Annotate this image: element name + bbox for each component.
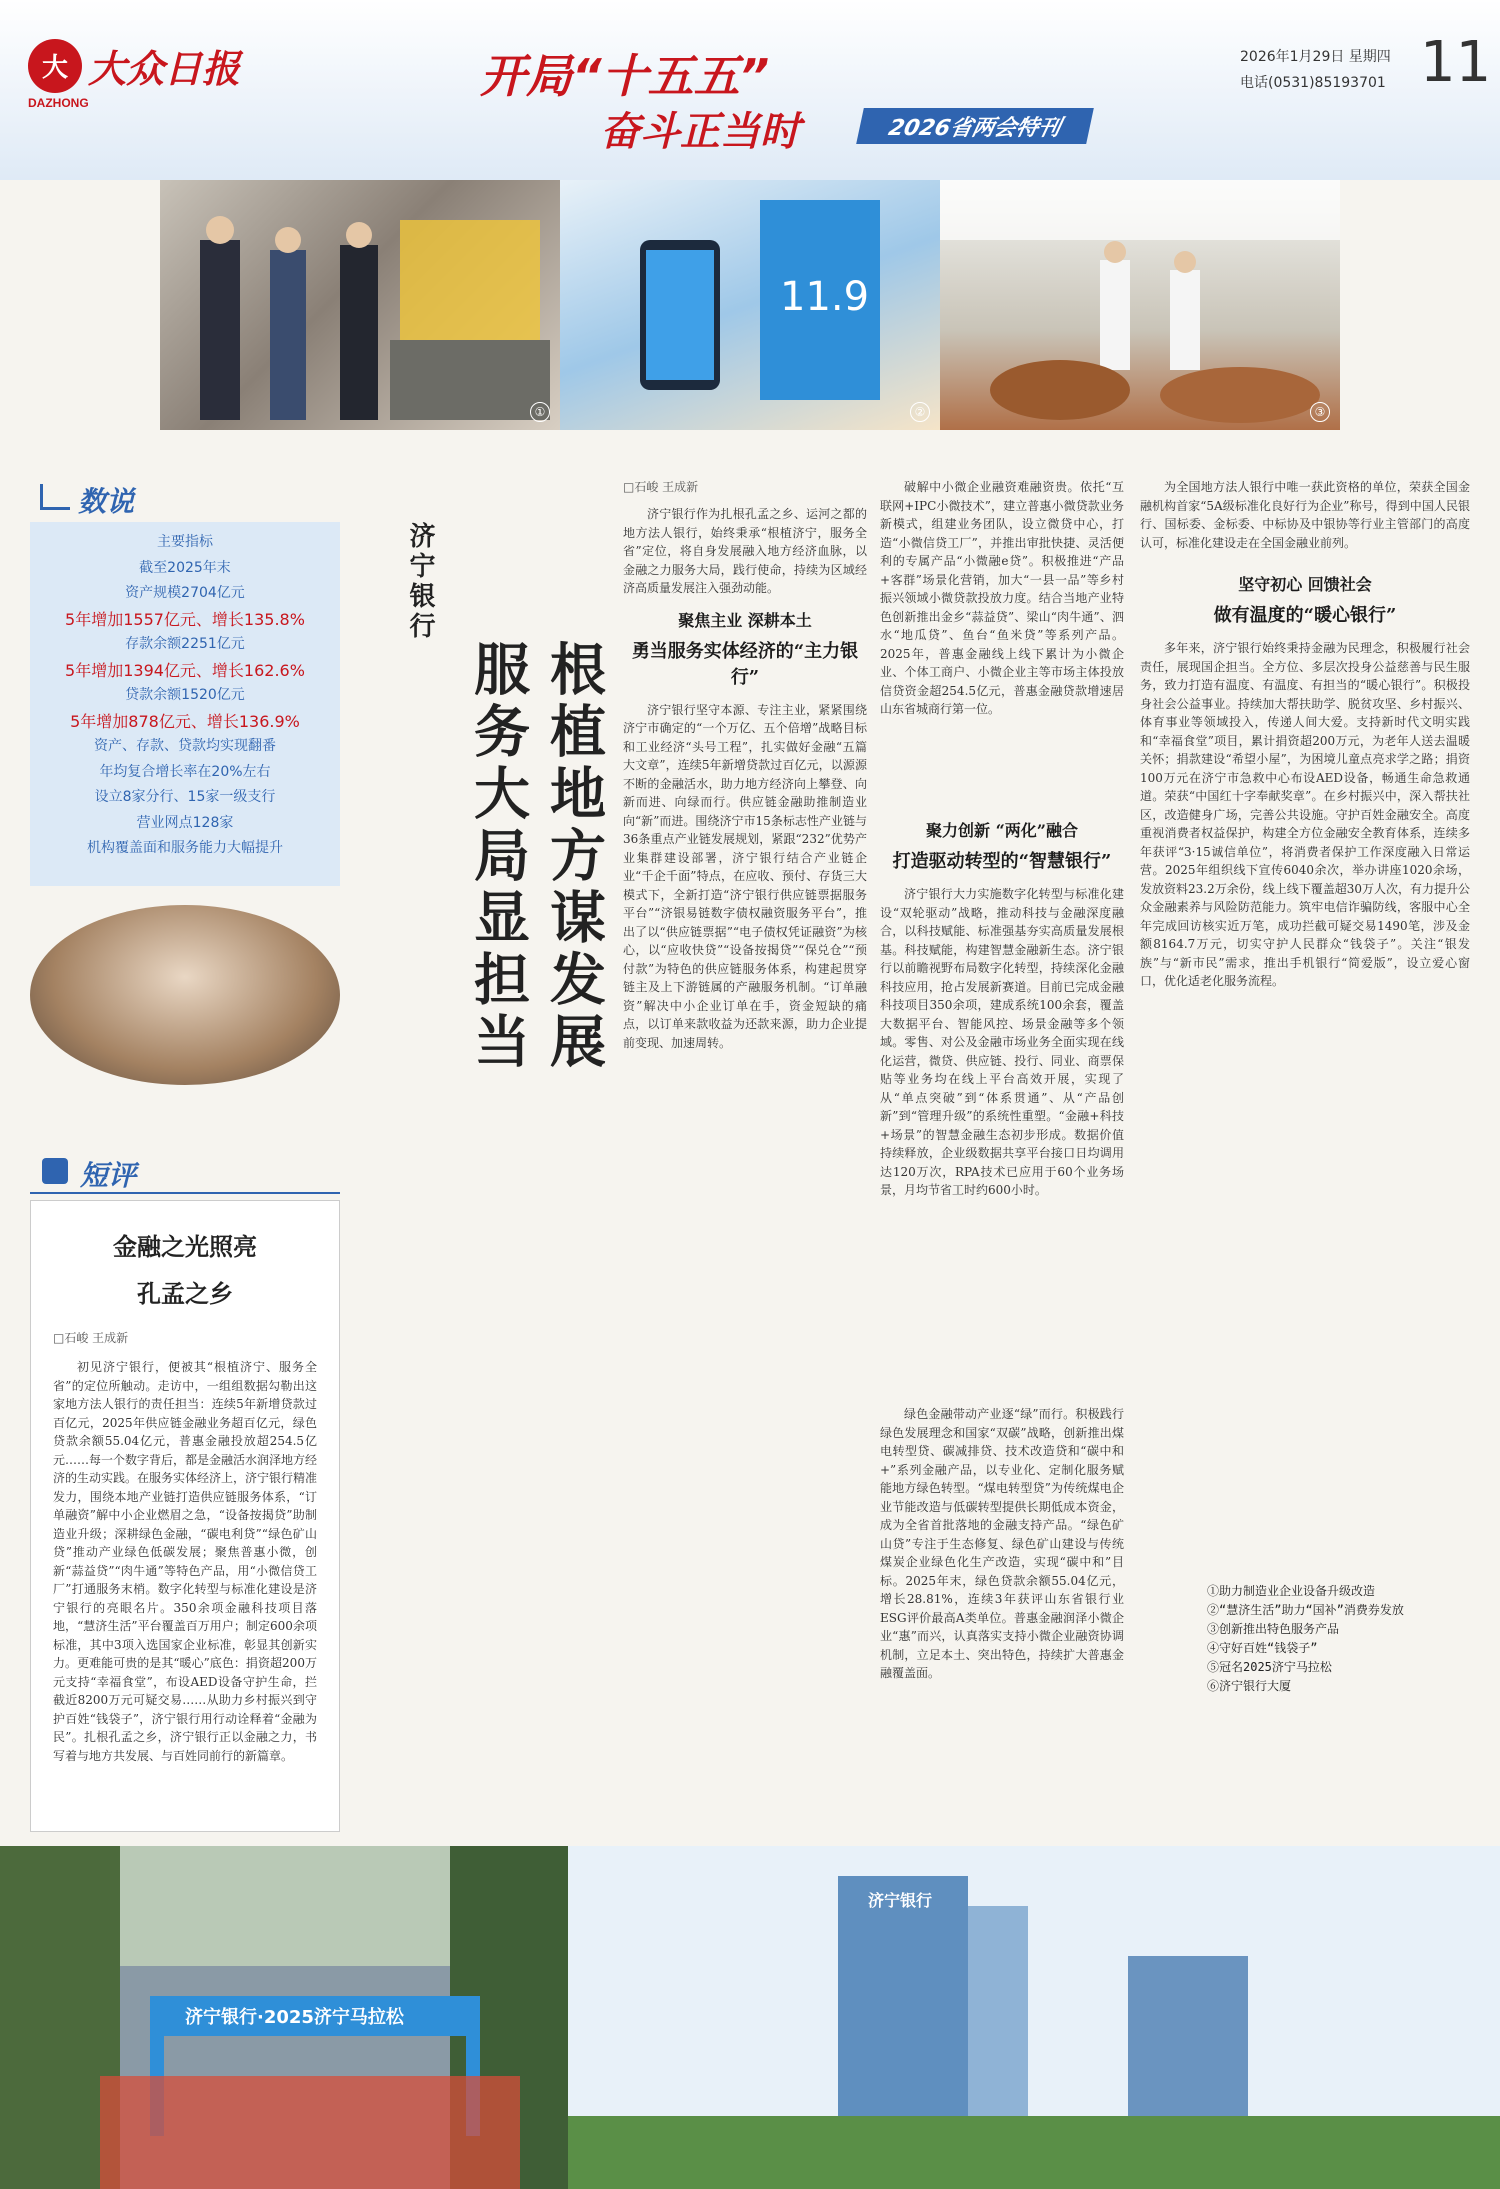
newspaper-logo [28,38,240,93]
special-issue-badge: 2026省两会特刊 [856,108,1094,144]
photo-caption: ③创新推出特色服务产品 [1207,1622,1340,1636]
section-heading: 打造驱动转型的“智慧银行” [892,851,1112,872]
article-column-1 [623,478,867,1771]
stats-header [30,478,340,518]
stat-line: 设立8家分行、15家一级支行 [94,789,276,805]
logo-icon: 大 [28,39,82,93]
logo-text: 大众日报 [88,46,241,91]
photo-marathon [0,1846,568,2189]
section-1-subheading: 勇当服务实体经济的“主力银行” [631,640,859,688]
section-3-heading: 坚守初心 回馈社会 [1238,575,1372,594]
phone-illustration-icon [560,180,940,430]
stat-line: 5年增加878亿元、增长136.9% [70,711,300,731]
article-paragraph: 破解中小微企业融资难融资贵。依托“互联网+IPC小微技术”，建立普惠小微贷款业务新模式，组建业务团队，设立微贷中心，打造“小微信贷工厂”，并推出审批快捷、灵活便利的专属产品“小微融e贷”。积极推进“产品+客群”场景化营销，加大“一县一品”等乡村振兴领域小微贷款投放力度。结合当地产业特色创新推出金乡“蒜益贷”、梁山“肉牛通”、泗水“地瓜贷”、鱼台“鱼米贷”等系列产品。2025年，普惠金融线上线下累计为小微企业、个体工商户、小微企业主等市场主体投放信贷资金超254.5亿元，普惠金融贷款增速居山东省城商行第一位。 [880,480,1124,716]
top-photo-strip [160,180,1340,430]
photo-number: ② [910,402,930,422]
article-paragraph: 济宁银行坚守本源、专注主业，紧紧围绕济宁市确定的“一个万亿、五个倍增”战略目标和工业经济“头号工程”，扎实做好金融“五篇大文章”，连续5年新增贷款过百亿元，以源源不断的金融活水，助力地方经济向上攀登、向新而进、向绿而行。供应链金融助推制造业向“新”而进。围绕济宁市15条标志性产业链与36条重点产业链发展规划，紧跟“232”优势产业集群建设部署，济宁银行结合产业链企业“千企千面”特点，在应收、预付、存货三大模式下，全新打造“济宁银行供应链票据服务平台”“济银易链数字债权融资服务平台”，推出了以“供应链票据”“电子债权凭证融资”为核心，以“应收快贷”“设备按揭贷”“保兑仓”“预付款”为特色的供应链服务体系，构建起贯穿链主及上下游链属的产融服务机制。“订单融资”解决中小企业订单在手，资金短缺的痛点，以订单来款收益为还款来源，助力企业提前变现、加速周转。 [623,702,867,1050]
page-number: 11 [1420,30,1492,95]
photo-ranch [940,180,1340,430]
comment-byline: □石峻 王成新 [53,1331,129,1345]
pen-icon [42,1158,68,1184]
stat-line: 5年增加1394亿元、增长162.6% [65,660,305,680]
stats-panel [30,522,340,886]
stat-line: 截至2025年末 [139,559,231,576]
photo-number: ③ [1310,402,1330,422]
photo-bank-tower [568,1846,1500,2189]
photo-caption: ①助力制造业企业设备升级改造 [1207,1584,1376,1598]
stat-line: 主要指标 [157,534,213,550]
photo-service-event [30,905,340,1085]
phone-number: 电话(0531)85193701 [1240,75,1386,91]
photo-caption: ④守好百姓“钱袋子” [1207,1641,1318,1655]
section-heading: 聚力创新 “两化”融合 [926,821,1078,840]
photo-caption: ⑥济宁银行大厦 [1207,1679,1292,1693]
logo-sub: DAZHONG [28,96,89,110]
stat-line: 营业网点128家 [136,814,234,831]
masthead [0,0,1500,180]
ranch-illustration-icon [940,180,1340,430]
photo-workshop [160,180,560,430]
headline-line1: 开局“十五五” [480,49,770,103]
section-1-heading: 聚焦主业 深耕本土 [678,610,812,630]
stat-line: 年均复合增长率在20%左右 [99,763,271,780]
headline-line2: 奋斗正当时 [600,109,800,155]
article-paragraph: 济宁银行作为扎根孔孟之乡、运河之都的地方法人银行，始终秉承“根植济宁，服务全省”定位，将自身发展融入地方经济血脉，以金融之力服务大局，践行使命，持续为区域经济高质量发展注入强劲动能。 [623,507,867,595]
photo-caption: ②“慧济生活”助力“国补”消费券发放 [1207,1603,1404,1617]
marathon-illustration-icon [0,1846,568,2189]
marathon-banner: 济宁银行·2025济宁马拉松 [185,2007,404,2028]
comment-body: 初见济宁银行，便被其“根植济宁、服务全省”的定位所触动。走访中，一组组数据勾勒出这家地方法人银行的责任担当：连续5年新增贷款过百亿元，2025年供应链金融业务超百亿元，绿色贷款余额55.04亿元，普惠金融投放超254.5亿元……每一个数字背后，都是金融活水润泽地方经济的生动实践。在服务实体经济上，济宁银行精准发力，围绕本地产业链打造供应链服务体系，“订单融资”解中小企业燃眉之急，“设备按揭贷”助制造业升级；深耕绿色金融，“碳电利贷”“绿色矿山贷”推动产业绿色低碳发展；聚焦普惠小微，创新“蒜益贷”“肉牛通”等特色产品，用“小微信贷工厂”打通服务末梢。数字化转型与标准化建设是济宁银行的亮眼名片。350余项金融科技项目落地，“慧济生活”平台覆盖百万用户；制定600余项标准，其中3项入选国家企业标准，彰显其创新实力。更难能可贵的是其“暖心”底色：捐资超200万元支持“幸福食堂”，布设AED设备守护生命，拦截近8200万元可疑交易……从助力乡村振兴到守护百姓“钱袋子”，济宁银行用行动诠释着“金融为民”。扎根孔孟之乡，济宁银行正以金融之力，书写着与地方共发展、与百姓同前行的新篇章。 [53,1360,317,1763]
photo-mobile-bank [560,180,940,430]
stat-line: 存款余额2251亿元 [125,636,245,652]
chart-icon [40,484,70,510]
stat-line: 资产规模2704亿元 [125,585,245,601]
bank-sign: 济宁银行 [868,1891,933,1910]
comment-title-1: 金融之光照亮 [113,1232,257,1261]
section-3-subheading: 做有温度的“暖心银行” [1213,605,1397,626]
stat-line: 5年增加1557亿元、增长135.8% [65,609,305,629]
issue-date: 2026年1月29日 星期四 [1240,49,1391,65]
article-column-4 [1140,478,1470,1439]
comment-label: 短评 [80,1159,137,1192]
stats-sidebar [30,478,340,886]
stat-line: 贷款余额1520亿元 [125,687,245,703]
organization-name: 济宁银行 [405,522,435,642]
comment-title-2: 孔孟之乡 [137,1279,233,1308]
photo-number: ① [530,402,550,422]
comment-box [30,1200,340,1832]
photo-captions [1207,1582,1457,1696]
article-paragraph: 绿色金融带动产业逐“绿”而行。积极践行绿色发展理念和国家“双碳”战略，创新推出煤电转型贷、碳减排贷、技术改造贷和“碳中和+”系列金融产品，以专业化、定制化服务赋能地方绿色转型。“煤电转型贷”为传统煤电企业节能改造与低碳转型提供长期低成本资金，成为全省首批落地的金融支持产品。“绿色矿山贷”专注于生态修复、绿色矿山建设与传统煤炭企业绿色化生产改造，实现“碳中和”目标。2025年末，绿色贷款余额55.04亿元，增长28.81%，连续3年获评山东省银行业ESG评价最高A类单位。普惠金融润泽小微企业“惠”而兴，认真落实支持小微企业融资协调机制，立足本土、突出特色，持续扩大普惠金融覆盖面。 [880,1407,1124,1680]
stats-title: 数说 [78,485,135,518]
bank-tower-illustration-icon [568,1846,1500,2189]
workshop-illustration-icon [160,180,560,430]
stat-line: 资产、存款、贷款均实现翻番 [94,738,276,754]
article-paragraph: 多年来，济宁银行始终秉持金融为民理念，积极履行社会责任，展现国企担当。全方位、多层次投身公益慈善与民生服务，致力打造有温度、有温度、有担当的“暖心银行”。积极投身社会公益事业。持续加大帮扶助学、脱贫攻坚、乡村振兴、体育事业等领域投入，传递人间大爱。支持新时代文明实践和“幸福食堂”项目，累计捐资超200万元，为老年人送去温暖关怀；捐款建设“希望小屋”，为困境儿童点亮求学之路；捐资100万元在济宁市急救中心布设AED设备，畅通生命急救通道。荣获“中国红十字奉献奖章”。在乡村振兴中，深入帮扶社区，改造健身广场，完善公共设施。守护百姓金融安全。高度重视消费者权益保护，构建全方位金融安全教育体系，连续多年获评“3·15诚信单位”，将消费者保护工作深度融入日常运营。2025年组织线下宣传6040余次，举办讲座1020余场，发放资料23.2万余份，线上线下覆盖超30万人次，有力提升公众金融素养与风险防范能力。筑牢电信诈骗防线，客服中心全年完成回访核实近万笔，成功拦截可疑交易1490笔，涉及金额8164.7万元，切实守护人民群众“钱袋子”。关注“银发族”与“新市民”需求，推出手机银行“简爱版”，设立爱心窗口，优化适老化服务流程。 [1140,641,1470,988]
stat-line: 机构覆盖面和服务能力大幅提升 [87,840,283,856]
photo-caption: ⑤冠名2025济宁马拉松 [1207,1660,1332,1674]
article-paragraph: 济宁银行大力实施数字化转型与标准化建设“双轮驱动”战略，推动科技与金融深度融合，以科技赋能、标准强基夯实高质量发展根基。科技赋能，构建智慧金融新生态。济宁银行以前瞻视野布局数字化转型，持续深化金融科技应用，抢占发展新赛道。目前已完成金融科技项目350余项，建成系统100余套，覆盖大数据平台、智能风控、场景金融等多个领域。零售、对公及金融市场业务全面实现在线化运营，微贷、供应链、投行、同业、商票保贴等业务均在线上平台高效开展，实现了从“单点突破”到“体系贯通”、从“产品创新”到“管理升级”的系统性重塑。“金融+科技+场景”的智慧金融生态初步形成。数据价值持续释放，企业级数据共享平台接口日均调用达120万次，RPA技术已应用于60个业务场景，月均节省工时约600小时。 [880,887,1124,1197]
article-paragraph: 为全国地方法人银行中唯一获此资格的单位，荣获全国金融机构首家“5A级标准化良好行为企业”称号，得到中国人民银行、国标委、金标委、中标协及中银协等行业主管部门的高度认可，标准化建设走在全国金融业前列。 [1140,480,1470,550]
comment-header [30,1150,340,1194]
article-headline: 根植地方谋发展 服务大局显担当 [465,640,607,1074]
svg-text:11.9: 11.9 [780,274,870,320]
article-column-2 [880,478,1124,1825]
article-byline: □石峻 王成新 [623,480,699,494]
